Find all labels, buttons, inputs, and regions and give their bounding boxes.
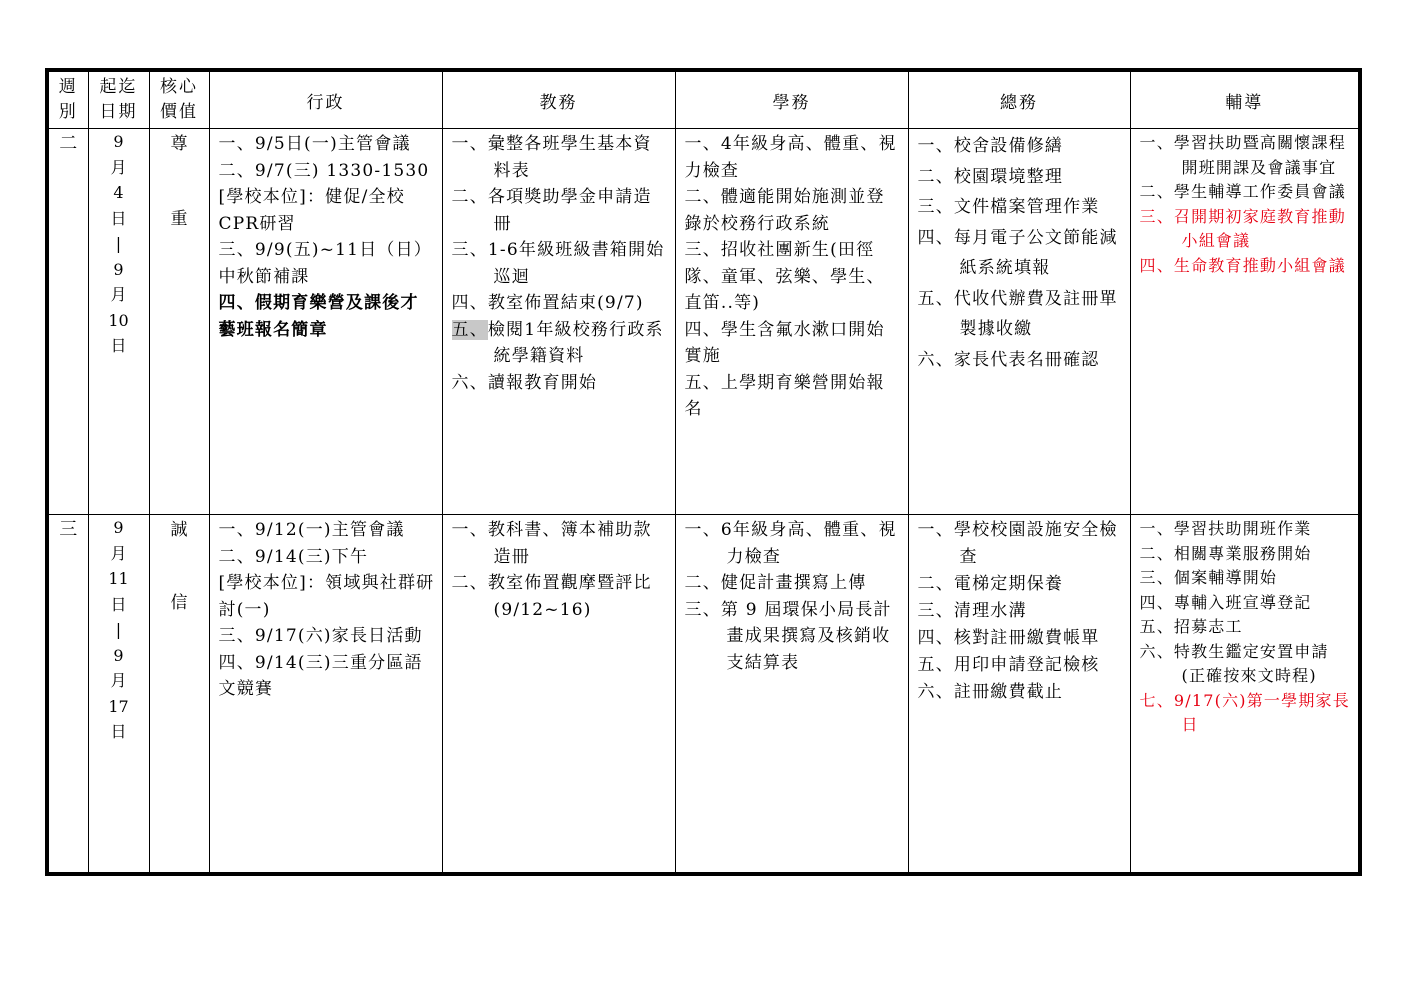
admin-cell bbox=[209, 515, 442, 875]
list-item: 二、9/14(三)下午 bbox=[218, 546, 369, 567]
core-value-cell: 尊 重 bbox=[149, 129, 209, 515]
list-item: 四、9/14(三)三重分區語文競賽 bbox=[218, 652, 423, 699]
weekly-schedule-table bbox=[45, 68, 1362, 876]
list-item: 三、召開期初家庭教育推動小組會議 bbox=[1139, 206, 1346, 250]
list-item: 五、招募志工 bbox=[1139, 617, 1243, 636]
highlighted-number: 五、 bbox=[451, 319, 488, 340]
counseling-cell bbox=[1130, 515, 1360, 875]
list-item: 一、彙整各班學生基本資料表 bbox=[451, 134, 652, 181]
list-item: 三、9/17(六)家長日活動 bbox=[218, 626, 423, 646]
list-item: 一、6年級身高、體重、視力檢查 bbox=[684, 520, 897, 567]
list-item: 四、學生含氟水漱口開始實施 bbox=[684, 319, 885, 366]
list-item: 三、第 9 屆環保小局長計畫成果撰寫及核銷收支結算表 bbox=[684, 599, 892, 673]
list-item: 一、校舍設備修繕 bbox=[917, 136, 1064, 156]
list-item: 三、文件檔案管理作業 bbox=[917, 197, 1100, 217]
general-cell bbox=[908, 515, 1130, 875]
admin-cell bbox=[209, 129, 442, 515]
table-row bbox=[47, 515, 1360, 875]
header-student: 學務 bbox=[675, 70, 908, 129]
header-dates: 起迄 日期 bbox=[88, 70, 149, 129]
list-item: 一、學校校園設施安全檢查 bbox=[917, 520, 1118, 567]
list-item: 四、假期育樂營及課後才藝班報名簡章 bbox=[218, 293, 419, 340]
header-core-value: 核心 價值 bbox=[149, 70, 209, 129]
list-item: 二、健促計畫撰寫上傳 bbox=[684, 573, 867, 593]
list-item: 三、個案輔導開始 bbox=[1139, 568, 1278, 587]
list-item: 二、校園環境整理 bbox=[917, 166, 1064, 187]
list-item: 四、專輔入班宣導登記 bbox=[1139, 592, 1312, 612]
date-range-cell: 9 月 11 日 | 9 月 17 日 bbox=[88, 515, 149, 875]
list-item: 一、學習扶助開班作業 bbox=[1139, 519, 1312, 538]
list-item: 四、教室佈置結束(9/7) bbox=[451, 293, 644, 313]
date-range-cell: 9 月 4 日 | 9 月 10 日 bbox=[88, 129, 149, 515]
list-item: 一、9/5日(一)主管會議 bbox=[218, 134, 411, 154]
list-item: 二、學生輔導工作委員會議 bbox=[1139, 182, 1346, 201]
list-item: 五、代收代辦費及註冊單製據收繳 bbox=[917, 288, 1118, 339]
core-value-cell: 誠 信 bbox=[149, 515, 209, 875]
list-item: 六、讀報教育開始 bbox=[451, 372, 598, 393]
header-row bbox=[47, 70, 1360, 129]
list-item: 一、4年級身高、體重、視力檢查 bbox=[684, 134, 897, 181]
list-item: 二、教室佈置觀摩暨評比(9/12~16) bbox=[451, 573, 652, 620]
list-item: 五、上學期育樂營開始報名 bbox=[684, 372, 885, 419]
counseling-cell bbox=[1130, 129, 1360, 515]
academic-cell bbox=[442, 129, 675, 515]
week-cell: 二 bbox=[47, 129, 88, 515]
list-item: 三、清理水溝 bbox=[917, 601, 1027, 621]
list-item: 四、生命教育推動小組會議 bbox=[1139, 255, 1346, 275]
list-item: 二、相關專業服務開始 bbox=[1139, 543, 1312, 563]
list-item: 一、9/12(一)主管會議 bbox=[218, 520, 405, 540]
list-item: 一、教科書、簿本補助款造冊 bbox=[451, 520, 652, 567]
list-item: 四、每月電子公文節能減紙系統填報 bbox=[917, 227, 1118, 278]
list-item: 三、9/9(五)~11日（日）中秋節補課 bbox=[218, 240, 432, 287]
list-item: 二、9/7(三) 1330-1530 bbox=[218, 160, 430, 181]
list-item: 二、體適能開始施測並登錄於校務行政系統 bbox=[684, 187, 885, 234]
list-item: 二、電梯定期保養 bbox=[917, 574, 1064, 594]
table-row bbox=[47, 129, 1360, 515]
student-cell bbox=[675, 515, 908, 875]
list-item: [學校本位]：領域與社群研討(一) bbox=[218, 573, 435, 620]
student-cell bbox=[675, 129, 908, 515]
list-item: 六、註冊繳費截止 bbox=[917, 682, 1064, 702]
list-item: 五、檢閱1年級校務行政系統學籍資料 bbox=[451, 319, 664, 366]
header-academic: 教務 bbox=[442, 70, 675, 129]
list-item: 六、家長代表名冊確認 bbox=[917, 349, 1100, 370]
list-item: 三、招收社團新生(田徑隊、童軍、弦樂、學生、直笛..等) bbox=[684, 240, 885, 313]
list-item: [學校本位]：健促/全校CPR研習 bbox=[218, 187, 405, 234]
list-item: 一、學習扶助暨高關懷課程開班開課及會議事宜 bbox=[1139, 133, 1346, 177]
list-item: 五、用印申請登記檢核 bbox=[917, 655, 1100, 675]
general-cell bbox=[908, 129, 1130, 515]
week-cell: 三 bbox=[47, 515, 88, 875]
list-item: 四、核對註冊繳費帳單 bbox=[917, 628, 1100, 648]
academic-cell bbox=[442, 515, 675, 875]
list-item: 七、9/17(六)第一學期家長日 bbox=[1139, 690, 1350, 734]
list-item: 三、1-6年級班級書箱開始巡迴 bbox=[451, 240, 665, 287]
header-counseling: 輔導 bbox=[1130, 70, 1360, 129]
list-item: 六、特教生鑑定安置申請(正確按來文時程) bbox=[1139, 641, 1329, 685]
header-admin: 行政 bbox=[209, 70, 442, 129]
list-item: 二、各項獎助學金申請造冊 bbox=[451, 187, 652, 234]
header-general: 總務 bbox=[908, 70, 1130, 129]
header-week: 週 別 bbox=[47, 70, 88, 129]
